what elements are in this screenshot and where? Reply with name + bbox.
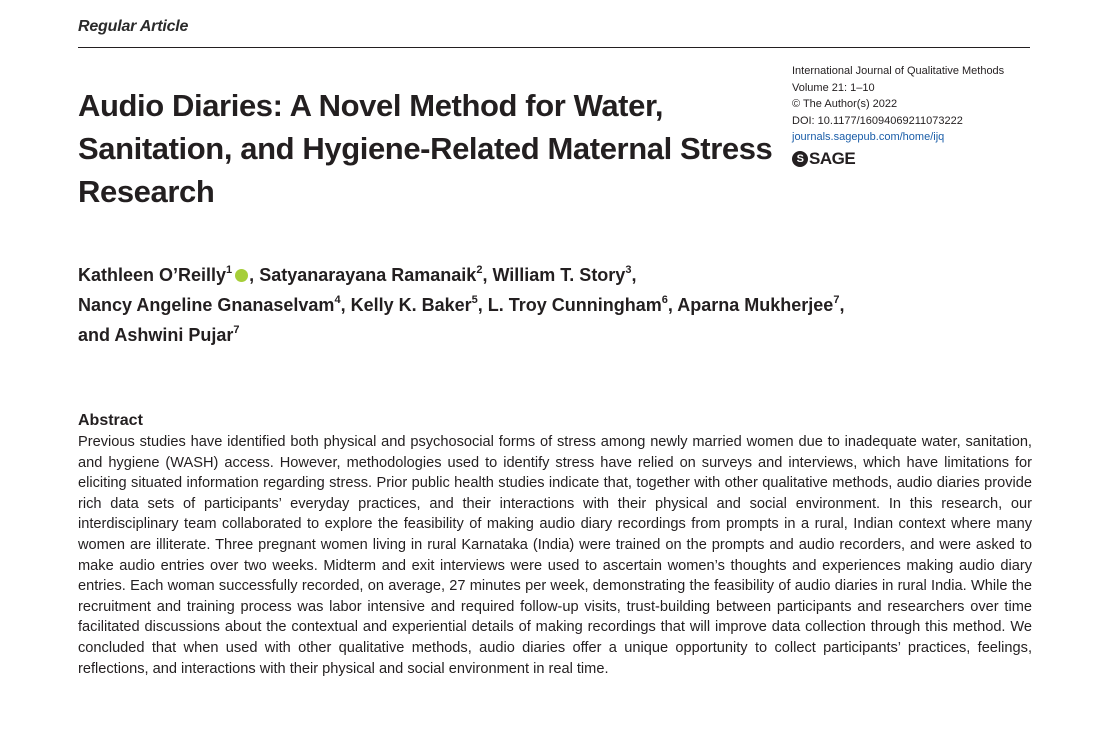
- journal-name: International Journal of Qualitative Methods: [792, 65, 1005, 77]
- author-affiliation: 5: [471, 294, 478, 306]
- author-name: William T. Story: [492, 265, 626, 285]
- sage-logo-icon: S: [792, 151, 808, 167]
- article-type-label: Regular Article: [78, 18, 189, 35]
- author-name: Kathleen O’Reilly: [78, 265, 227, 285]
- author-separator: ,: [839, 295, 845, 315]
- journal-info: [792, 63, 1032, 169]
- author-affiliation: 4: [334, 294, 341, 306]
- orcid-icon[interactable]: [235, 269, 248, 282]
- author-affiliation: 2: [476, 264, 483, 276]
- publisher-logo: [792, 149, 1032, 169]
- author-affiliation: 3: [625, 264, 632, 276]
- journal-volume: Volume 21: 1–10: [792, 81, 875, 94]
- author-affiliation: 6: [661, 294, 668, 306]
- author-name: Kelly K. Baker: [350, 295, 472, 315]
- author-affiliation: 1: [226, 264, 233, 276]
- author-affiliation: 7: [233, 324, 240, 336]
- header-divider: [78, 47, 1030, 48]
- abstract-text: Previous studies have identified both physical and psychosocial forms of stress among newly married women due to inadequate water, sanitation, and hygiene (WASH) access. However, methodologies used to identify stress have relied on surveys and interviews, which have limitations for eliciting situated information regarding stress. Prior public health studies indicate that, together with other qualitative methods, audio diaries provide rich data sets of participants’ everyday practices, and their interactions with their physical and social environment. In this research, our interdisciplinary team collaborated to explore the feasibility of making audio diary recordings from prompts in a rural, Indian context where many women are illiterate. Three pregnant women living in rural Karnataka (India) were trained on the prompts and audio recorders, and were asked to make audio entries over two weeks. Midterm and exit interviews were used to ascertain women’s thoughts and experiences making audio diary entries. Each woman successfully recorded, on average, 27 minutes per week, demonstrating the feasibility of audio diaries in rural India. While the recruitment and training process was labor intensive and required follow-up visits, trust-building between participants and researchers over time facilitated discussions about the contextual and experiential details of making recordings that will improve data collection through this method. We concluded that when used with other qualitative methods, audio diaries offer a unique opportunity to collect participants’ practices, feelings, reflections, and interactions with their physical and social environment in real time.: [78, 434, 1032, 677]
- publisher-name: SAGE: [809, 148, 856, 168]
- author-list: [78, 260, 1038, 350]
- abstract-heading: Abstract: [78, 412, 143, 429]
- author-separator: ,: [482, 265, 493, 285]
- journal-doi: DOI: 10.1177/16094069211073222: [792, 114, 963, 127]
- author-name: L. Troy Cunningham: [487, 295, 662, 315]
- author-separator: ,: [631, 265, 637, 285]
- author-name: Satyanarayana Ramanaik: [259, 265, 477, 285]
- abstract-section: [78, 410, 1032, 679]
- journal-url-link[interactable]: journals.sagepub.com/home/ijq: [792, 131, 945, 143]
- author-separator: ,: [477, 295, 488, 315]
- author-separator: ,: [340, 295, 351, 315]
- article-title: Audio Diaries: A Novel Method for Water, Sanitation, and Hygiene-Related Maternal Stress Research: [78, 88, 773, 209]
- journal-copyright: © The Author(s) 2022: [792, 98, 898, 110]
- author-name: and Ashwini Pujar: [78, 325, 234, 345]
- author-separator: ,: [667, 295, 678, 315]
- author-affiliation: 7: [833, 294, 840, 306]
- author-separator: ,: [249, 265, 260, 285]
- author-name: Nancy Angeline Gnanaselvam: [78, 295, 335, 315]
- author-name: Aparna Mukherjee: [677, 295, 834, 315]
